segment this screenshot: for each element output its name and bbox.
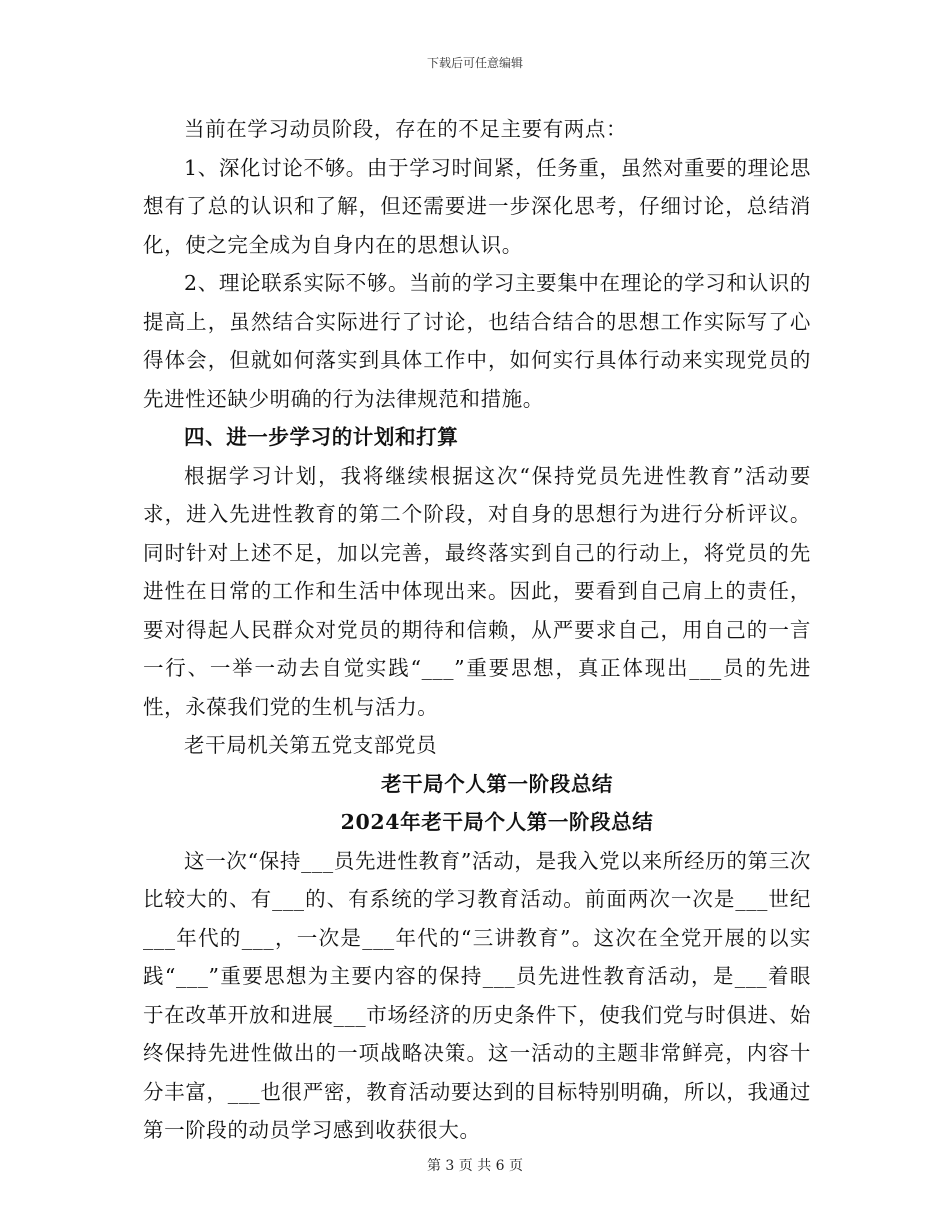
header-note: 下载后可任意编辑 bbox=[426, 56, 523, 70]
page-indicator: 第 3 页 共 6 页 bbox=[426, 1158, 524, 1174]
document-subtitle: 2024年老干局个人第一阶段总结 bbox=[340, 810, 654, 834]
document-body bbox=[143, 110, 811, 1150]
paragraph-intro: 当前在学习动员阶段，存在的不足主要有两点： bbox=[184, 117, 628, 141]
paragraph-point-1: 1、深化讨论不够。由于学习时间紧，任务重，虽然对重要的理论思想有了总的认识和了解，但还需要进一步深化思考，仔细讨论，总结消化，使之完全成为自身内在的思想认识。 bbox=[143, 155, 811, 257]
paragraph-plan: 根据学习计划，我将继续根据这次“保持党员先进性教育”活动要求，进入先进性教育的第二个阶段，对自身的思想行为进行分析评议。同时针对上述不足，加以完善，最终落实到自己的行动上，将党员的先进性在日常的工作和生活中体现出来。因此，要看到自己肩上的责任，要对得起人民群众对党员的期待和信赖，从严要求自己，用自己的一言一行、一举一动去自觉实践“___”重要思想，真正体现出___员的先进性，永葆我们党的生机与活力。 bbox=[143, 463, 811, 719]
paragraph-summary: 这一次“保持___员先进性教育”活动，是我入党以来所经历的第三次比较大的、有___的、有系统的学习教育活动。前面两次一次是___世纪___年代的___，一次是___年代的“三讲教育”。这次在全党开展的以实践“___”重要思想为主要内容的保持___员先进性教育活动，是___着眼于在改革开放和进展___市场经济的历史条件下，使我们党与时俱进、始终保持先进性做出的一项战略决策。这一活动的主题非常鲜亮，内容十分丰富，___也很严密，教育活动要达到的目标特别明确，所以，我通过第一阶段的动员学习感到收获很大。 bbox=[143, 848, 811, 1142]
section-heading: 四、进一步学习的计划和打算 bbox=[184, 425, 459, 449]
paragraph-point-2: 2、理论联系实际不够。当前的学习主要集中在理论的学习和认识的提高上，虽然结合实际进行了讨论，也结合结合的思想工作实际写了心得体会，但就如何落实到具体工作中，如何实行具体行动来实现党员的先进性还缺少明确的行为法律规范和措施。 bbox=[143, 271, 811, 411]
document-title: 老干局个人第一阶段总结 bbox=[380, 771, 614, 796]
signature: 老干局机关第五党支部党员 bbox=[184, 733, 438, 757]
